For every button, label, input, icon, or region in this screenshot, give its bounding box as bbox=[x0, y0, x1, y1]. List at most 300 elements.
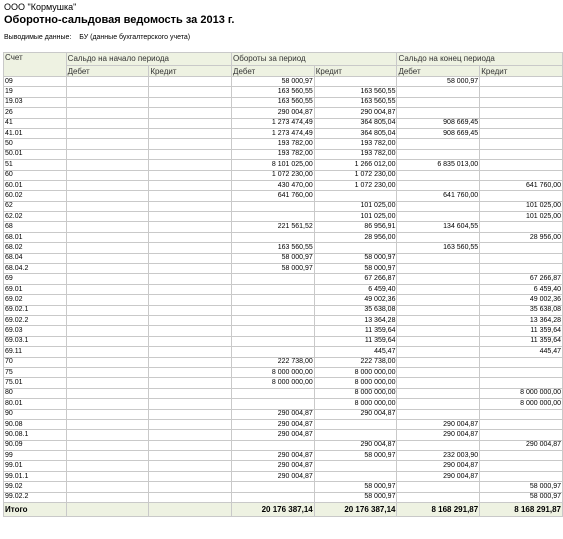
cell-closing-credit bbox=[480, 139, 563, 149]
balance-table bbox=[3, 52, 563, 517]
cell-closing-credit bbox=[480, 149, 563, 159]
table-row[interactable] bbox=[4, 471, 563, 481]
cell-account: 99.02.2 bbox=[4, 492, 67, 502]
cell-closing-debit: 908 669,45 bbox=[397, 118, 480, 128]
table-row[interactable] bbox=[4, 87, 563, 97]
cell-account: 70 bbox=[4, 357, 67, 367]
table-row[interactable] bbox=[4, 222, 563, 232]
cell-opening-debit bbox=[66, 212, 149, 222]
cell-closing-debit: 58 000,97 bbox=[397, 77, 480, 87]
table-row[interactable] bbox=[4, 388, 563, 398]
cell-closing-debit bbox=[397, 399, 480, 409]
table-row[interactable] bbox=[4, 284, 563, 294]
cell-turnover-credit: 163 560,55 bbox=[314, 97, 397, 107]
cell-closing-credit bbox=[480, 357, 563, 367]
cell-closing-credit: 290 004,87 bbox=[480, 440, 563, 450]
totals-closing-credit: 8 168 291,87 bbox=[480, 503, 563, 517]
cell-opening-credit bbox=[149, 419, 232, 429]
cell-turnover-debit: 8 000 000,00 bbox=[232, 367, 315, 377]
table-row[interactable] bbox=[4, 253, 563, 263]
cell-opening-debit bbox=[66, 139, 149, 149]
cell-account: 69 bbox=[4, 274, 67, 284]
table-row[interactable] bbox=[4, 357, 563, 367]
table-row[interactable] bbox=[4, 347, 563, 357]
cell-turnover-credit: 58 000,97 bbox=[314, 451, 397, 461]
cell-turnover-debit bbox=[232, 274, 315, 284]
cell-account: 90.08 bbox=[4, 419, 67, 429]
table-row[interactable] bbox=[4, 264, 563, 274]
cell-turnover-debit bbox=[232, 284, 315, 294]
cell-turnover-credit: 86 956,91 bbox=[314, 222, 397, 232]
cell-turnover-credit: 163 560,55 bbox=[314, 87, 397, 97]
cell-opening-debit bbox=[66, 471, 149, 481]
cell-turnover-debit: 163 560,55 bbox=[232, 243, 315, 253]
cell-opening-debit bbox=[66, 295, 149, 305]
cell-opening-credit bbox=[149, 77, 232, 87]
cell-account: 68.01 bbox=[4, 232, 67, 242]
cell-turnover-credit: 58 000,97 bbox=[314, 492, 397, 502]
cell-opening-credit bbox=[149, 440, 232, 450]
cell-closing-debit bbox=[397, 367, 480, 377]
totals-turnover-credit: 20 176 387,14 bbox=[314, 503, 397, 517]
cell-turnover-debit: 290 004,87 bbox=[232, 430, 315, 440]
cell-opening-credit bbox=[149, 170, 232, 180]
cell-turnover-debit: 8 101 025,00 bbox=[232, 160, 315, 170]
totals-opening-debit bbox=[66, 503, 149, 517]
cell-turnover-credit: 6 459,40 bbox=[314, 284, 397, 294]
cell-closing-credit bbox=[480, 108, 563, 118]
cell-opening-credit bbox=[149, 305, 232, 315]
cell-account: 80.01 bbox=[4, 399, 67, 409]
table-row[interactable] bbox=[4, 201, 563, 211]
cell-account: 80 bbox=[4, 388, 67, 398]
cell-closing-debit bbox=[397, 409, 480, 419]
cell-turnover-debit: 193 782,00 bbox=[232, 149, 315, 159]
cell-closing-credit: 8 000 000,00 bbox=[480, 399, 563, 409]
cell-opening-credit bbox=[149, 336, 232, 346]
cell-closing-debit bbox=[397, 440, 480, 450]
cell-account: 75 bbox=[4, 367, 67, 377]
header-account: Счет bbox=[4, 53, 67, 77]
cell-closing-debit bbox=[397, 336, 480, 346]
cell-turnover-credit bbox=[314, 461, 397, 471]
table-row[interactable] bbox=[4, 482, 563, 492]
header-turnover-debit: Дебет bbox=[232, 66, 315, 77]
cell-closing-credit: 641 760,00 bbox=[480, 180, 563, 190]
cell-turnover-credit: 11 359,64 bbox=[314, 336, 397, 346]
cell-closing-credit: 13 364,28 bbox=[480, 315, 563, 325]
cell-opening-credit bbox=[149, 97, 232, 107]
cell-opening-debit bbox=[66, 201, 149, 211]
cell-account: 69.02.2 bbox=[4, 315, 67, 325]
table-row[interactable] bbox=[4, 160, 563, 170]
cell-opening-credit bbox=[149, 108, 232, 118]
cell-closing-credit bbox=[480, 118, 563, 128]
cell-closing-credit bbox=[480, 243, 563, 253]
cell-opening-debit bbox=[66, 305, 149, 315]
cell-turnover-debit bbox=[232, 295, 315, 305]
cell-closing-credit: 101 025,00 bbox=[480, 201, 563, 211]
cell-turnover-debit bbox=[232, 347, 315, 357]
cell-turnover-debit: 290 004,87 bbox=[232, 471, 315, 481]
cell-closing-debit bbox=[397, 212, 480, 222]
cell-closing-debit bbox=[397, 232, 480, 242]
cell-closing-credit bbox=[480, 170, 563, 180]
cell-opening-credit bbox=[149, 180, 232, 190]
header-opening-credit: Кредит bbox=[149, 66, 232, 77]
cell-opening-debit bbox=[66, 118, 149, 128]
cell-closing-debit bbox=[397, 388, 480, 398]
cell-closing-debit bbox=[397, 170, 480, 180]
cell-turnover-debit: 290 004,87 bbox=[232, 419, 315, 429]
cell-turnover-credit: 101 025,00 bbox=[314, 201, 397, 211]
cell-turnover-debit bbox=[232, 212, 315, 222]
cell-closing-credit: 58 000,97 bbox=[480, 492, 563, 502]
cell-turnover-debit: 58 000,97 bbox=[232, 253, 315, 263]
cell-turnover-credit: 222 738,00 bbox=[314, 357, 397, 367]
cell-account: 60.01 bbox=[4, 180, 67, 190]
totals-row bbox=[4, 503, 563, 517]
table-row[interactable] bbox=[4, 77, 563, 87]
cell-opening-debit bbox=[66, 170, 149, 180]
cell-account: 75.01 bbox=[4, 378, 67, 388]
table-row[interactable] bbox=[4, 232, 563, 242]
cell-opening-debit bbox=[66, 97, 149, 107]
cell-turnover-debit: 163 560,55 bbox=[232, 97, 315, 107]
cell-opening-debit bbox=[66, 440, 149, 450]
organization-name: ООО "Кормушка" bbox=[4, 2, 77, 12]
cell-turnover-debit: 641 760,00 bbox=[232, 191, 315, 201]
header-closing-debit: Дебет bbox=[397, 66, 480, 77]
cell-turnover-credit: 193 782,00 bbox=[314, 139, 397, 149]
cell-closing-debit bbox=[397, 97, 480, 107]
cell-opening-credit bbox=[149, 326, 232, 336]
table-row[interactable] bbox=[4, 170, 563, 180]
cell-turnover-debit bbox=[232, 305, 315, 315]
cell-closing-debit: 290 004,87 bbox=[397, 461, 480, 471]
table-row[interactable] bbox=[4, 243, 563, 253]
cell-turnover-debit bbox=[232, 232, 315, 242]
cell-turnover-credit: 35 638,08 bbox=[314, 305, 397, 315]
cell-opening-debit bbox=[66, 180, 149, 190]
header-opening-debit: Дебет bbox=[66, 66, 149, 77]
table-row[interactable] bbox=[4, 336, 563, 346]
cell-closing-credit bbox=[480, 471, 563, 481]
cell-turnover-debit bbox=[232, 440, 315, 450]
cell-closing-debit bbox=[397, 295, 480, 305]
cell-turnover-debit bbox=[232, 201, 315, 211]
cell-closing-credit bbox=[480, 191, 563, 201]
table-row[interactable] bbox=[4, 440, 563, 450]
cell-turnover-debit: 163 560,55 bbox=[232, 87, 315, 97]
cell-turnover-credit: 364 805,04 bbox=[314, 118, 397, 128]
cell-turnover-debit bbox=[232, 336, 315, 346]
cell-account: 99 bbox=[4, 451, 67, 461]
cell-opening-credit bbox=[149, 222, 232, 232]
report-parameters bbox=[4, 34, 190, 41]
cell-turnover-debit: 58 000,97 bbox=[232, 77, 315, 87]
table-row[interactable] bbox=[4, 118, 563, 128]
table-row[interactable] bbox=[4, 108, 563, 118]
cell-opening-debit bbox=[66, 336, 149, 346]
cell-turnover-credit: 11 359,64 bbox=[314, 326, 397, 336]
cell-opening-credit bbox=[149, 409, 232, 419]
table-row[interactable] bbox=[4, 180, 563, 190]
cell-opening-debit bbox=[66, 492, 149, 502]
cell-turnover-credit: 193 782,00 bbox=[314, 149, 397, 159]
cell-account: 50.01 bbox=[4, 149, 67, 159]
cell-opening-credit bbox=[149, 128, 232, 138]
cell-opening-debit bbox=[66, 191, 149, 201]
cell-closing-debit bbox=[397, 149, 480, 159]
cell-opening-debit bbox=[66, 87, 149, 97]
cell-opening-debit bbox=[66, 482, 149, 492]
cell-closing-credit: 11 359,64 bbox=[480, 336, 563, 346]
cell-account: 69.02.1 bbox=[4, 305, 67, 315]
cell-opening-credit bbox=[149, 149, 232, 159]
totals-turnover-debit: 20 176 387,14 bbox=[232, 503, 315, 517]
cell-closing-debit bbox=[397, 253, 480, 263]
cell-closing-credit bbox=[480, 87, 563, 97]
cell-closing-debit bbox=[397, 201, 480, 211]
cell-account: 26 bbox=[4, 108, 67, 118]
table-row[interactable] bbox=[4, 378, 563, 388]
cell-opening-debit bbox=[66, 128, 149, 138]
cell-account: 50 bbox=[4, 139, 67, 149]
cell-turnover-debit: 290 004,87 bbox=[232, 461, 315, 471]
cell-turnover-credit: 8 000 000,00 bbox=[314, 378, 397, 388]
cell-opening-credit bbox=[149, 347, 232, 357]
cell-opening-credit bbox=[149, 232, 232, 242]
cell-closing-debit: 290 004,87 bbox=[397, 430, 480, 440]
cell-closing-debit bbox=[397, 378, 480, 388]
table-row[interactable] bbox=[4, 492, 563, 502]
cell-opening-debit bbox=[66, 264, 149, 274]
cell-account: 68.04.2 bbox=[4, 264, 67, 274]
header-closing-credit: Кредит bbox=[480, 66, 563, 77]
cell-opening-debit bbox=[66, 243, 149, 253]
cell-account: 60 bbox=[4, 170, 67, 180]
table-row[interactable] bbox=[4, 295, 563, 305]
cell-closing-credit: 49 002,36 bbox=[480, 295, 563, 305]
cell-account: 09 bbox=[4, 77, 67, 87]
header-closing-balance: Сальдо на конец периода bbox=[397, 53, 563, 66]
cell-opening-debit bbox=[66, 160, 149, 170]
cell-account: 69.02 bbox=[4, 295, 67, 305]
cell-turnover-credit: 1 072 230,00 bbox=[314, 170, 397, 180]
table-row[interactable] bbox=[4, 305, 563, 315]
cell-closing-debit bbox=[397, 87, 480, 97]
cell-closing-credit bbox=[480, 264, 563, 274]
cell-closing-credit: 445,47 bbox=[480, 347, 563, 357]
cell-closing-debit bbox=[397, 492, 480, 502]
cell-account: 68 bbox=[4, 222, 67, 232]
cell-closing-credit bbox=[480, 409, 563, 419]
cell-closing-debit bbox=[397, 108, 480, 118]
cell-turnover-credit bbox=[314, 430, 397, 440]
cell-turnover-credit: 290 004,87 bbox=[314, 440, 397, 450]
cell-closing-debit: 134 604,55 bbox=[397, 222, 480, 232]
cell-turnover-credit: 290 004,87 bbox=[314, 409, 397, 419]
cell-account: 19 bbox=[4, 87, 67, 97]
cell-closing-credit bbox=[480, 451, 563, 461]
cell-opening-debit bbox=[66, 409, 149, 419]
cell-opening-credit bbox=[149, 451, 232, 461]
cell-closing-credit: 67 266,87 bbox=[480, 274, 563, 284]
cell-opening-credit bbox=[149, 274, 232, 284]
totals-closing-debit: 8 168 291,87 bbox=[397, 503, 480, 517]
table-row[interactable] bbox=[4, 461, 563, 471]
table-row[interactable] bbox=[4, 97, 563, 107]
table-row[interactable] bbox=[4, 419, 563, 429]
cell-opening-credit bbox=[149, 160, 232, 170]
cell-account: 69.03.1 bbox=[4, 336, 67, 346]
cell-turnover-debit bbox=[232, 399, 315, 409]
table-row[interactable] bbox=[4, 191, 563, 201]
cell-opening-debit bbox=[66, 378, 149, 388]
cell-turnover-credit: 13 364,28 bbox=[314, 315, 397, 325]
cell-turnover-debit: 58 000,97 bbox=[232, 264, 315, 274]
cell-turnover-debit: 8 000 000,00 bbox=[232, 378, 315, 388]
cell-turnover-credit bbox=[314, 191, 397, 201]
cell-opening-debit bbox=[66, 326, 149, 336]
cell-closing-debit bbox=[397, 357, 480, 367]
cell-closing-credit: 6 459,40 bbox=[480, 284, 563, 294]
cell-turnover-debit bbox=[232, 482, 315, 492]
cell-opening-credit bbox=[149, 471, 232, 481]
cell-turnover-credit: 58 000,97 bbox=[314, 253, 397, 263]
cell-opening-debit bbox=[66, 253, 149, 263]
cell-opening-credit bbox=[149, 399, 232, 409]
table-row[interactable] bbox=[4, 430, 563, 440]
cell-closing-debit bbox=[397, 180, 480, 190]
cell-account: 68.04 bbox=[4, 253, 67, 263]
cell-closing-credit bbox=[480, 430, 563, 440]
cell-closing-debit bbox=[397, 326, 480, 336]
cell-turnover-credit: 67 266,87 bbox=[314, 274, 397, 284]
turnover-balance-sheet bbox=[3, 52, 561, 517]
cell-account: 51 bbox=[4, 160, 67, 170]
table-row[interactable] bbox=[4, 326, 563, 336]
cell-turnover-debit: 430 470,00 bbox=[232, 180, 315, 190]
cell-closing-credit bbox=[480, 97, 563, 107]
totals-opening-credit bbox=[149, 503, 232, 517]
table-row[interactable] bbox=[4, 128, 563, 138]
cell-turnover-credit: 58 000,97 bbox=[314, 264, 397, 274]
cell-closing-credit: 11 359,64 bbox=[480, 326, 563, 336]
cell-account: 69.01 bbox=[4, 284, 67, 294]
cell-turnover-credit: 101 025,00 bbox=[314, 212, 397, 222]
cell-closing-debit bbox=[397, 264, 480, 274]
cell-turnover-credit: 8 000 000,00 bbox=[314, 367, 397, 377]
cell-opening-debit bbox=[66, 388, 149, 398]
cell-closing-debit bbox=[397, 315, 480, 325]
cell-opening-credit bbox=[149, 492, 232, 502]
cell-closing-debit bbox=[397, 274, 480, 284]
cell-closing-credit: 8 000 000,00 bbox=[480, 388, 563, 398]
cell-closing-credit bbox=[480, 367, 563, 377]
cell-turnover-credit: 58 000,97 bbox=[314, 482, 397, 492]
cell-opening-credit bbox=[149, 378, 232, 388]
cell-closing-debit bbox=[397, 139, 480, 149]
cell-account: 60.02 bbox=[4, 191, 67, 201]
parameters-label: Выводимые данные: bbox=[4, 34, 72, 41]
cell-turnover-debit: 290 004,87 bbox=[232, 108, 315, 118]
cell-opening-credit bbox=[149, 139, 232, 149]
table-row[interactable] bbox=[4, 212, 563, 222]
cell-turnover-debit bbox=[232, 315, 315, 325]
cell-opening-debit bbox=[66, 451, 149, 461]
cell-turnover-debit bbox=[232, 326, 315, 336]
cell-opening-credit bbox=[149, 87, 232, 97]
table-row[interactable] bbox=[4, 139, 563, 149]
cell-opening-debit bbox=[66, 284, 149, 294]
cell-closing-debit: 232 003,90 bbox=[397, 451, 480, 461]
table-row[interactable] bbox=[4, 409, 563, 419]
cell-turnover-credit bbox=[314, 419, 397, 429]
header-turnover-credit: Кредит bbox=[314, 66, 397, 77]
cell-opening-credit bbox=[149, 482, 232, 492]
cell-closing-debit: 641 760,00 bbox=[397, 191, 480, 201]
cell-closing-credit bbox=[480, 253, 563, 263]
cell-closing-debit bbox=[397, 305, 480, 315]
cell-account: 69.03 bbox=[4, 326, 67, 336]
cell-turnover-credit: 445,47 bbox=[314, 347, 397, 357]
cell-account: 62.02 bbox=[4, 212, 67, 222]
cell-opening-credit bbox=[149, 253, 232, 263]
cell-turnover-credit bbox=[314, 471, 397, 481]
cell-opening-credit bbox=[149, 201, 232, 211]
report-title: Оборотно-сальдовая ведомость за 2013 г. bbox=[4, 14, 235, 26]
cell-opening-credit bbox=[149, 243, 232, 253]
cell-closing-debit: 908 669,45 bbox=[397, 128, 480, 138]
table-footer bbox=[4, 503, 563, 517]
cell-account: 90.09 bbox=[4, 440, 67, 450]
cell-turnover-credit: 8 000 000,00 bbox=[314, 399, 397, 409]
cell-opening-credit bbox=[149, 367, 232, 377]
cell-closing-credit: 28 956,00 bbox=[480, 232, 563, 242]
table-row[interactable] bbox=[4, 149, 563, 159]
cell-closing-credit: 35 638,08 bbox=[480, 305, 563, 315]
cell-opening-credit bbox=[149, 191, 232, 201]
table-row[interactable] bbox=[4, 451, 563, 461]
cell-turnover-debit: 290 004,87 bbox=[232, 451, 315, 461]
cell-opening-debit bbox=[66, 419, 149, 429]
cell-opening-credit bbox=[149, 430, 232, 440]
cell-turnover-credit: 8 000 000,00 bbox=[314, 388, 397, 398]
cell-turnover-debit: 1 273 474,49 bbox=[232, 128, 315, 138]
table-body bbox=[4, 77, 563, 503]
cell-turnover-debit: 1 273 474,49 bbox=[232, 118, 315, 128]
cell-opening-credit bbox=[149, 284, 232, 294]
table-row[interactable] bbox=[4, 274, 563, 284]
cell-turnover-credit bbox=[314, 243, 397, 253]
cell-closing-credit bbox=[480, 128, 563, 138]
cell-turnover-credit: 290 004,87 bbox=[314, 108, 397, 118]
table-row[interactable] bbox=[4, 399, 563, 409]
cell-opening-credit bbox=[149, 118, 232, 128]
table-row[interactable] bbox=[4, 367, 563, 377]
cell-closing-credit bbox=[480, 222, 563, 232]
cell-opening-credit bbox=[149, 357, 232, 367]
cell-opening-credit bbox=[149, 212, 232, 222]
cell-turnover-debit bbox=[232, 388, 315, 398]
table-row[interactable] bbox=[4, 315, 563, 325]
cell-opening-credit bbox=[149, 264, 232, 274]
cell-closing-credit bbox=[480, 378, 563, 388]
cell-closing-debit: 6 835 013,00 bbox=[397, 160, 480, 170]
cell-account: 90.08.1 bbox=[4, 430, 67, 440]
